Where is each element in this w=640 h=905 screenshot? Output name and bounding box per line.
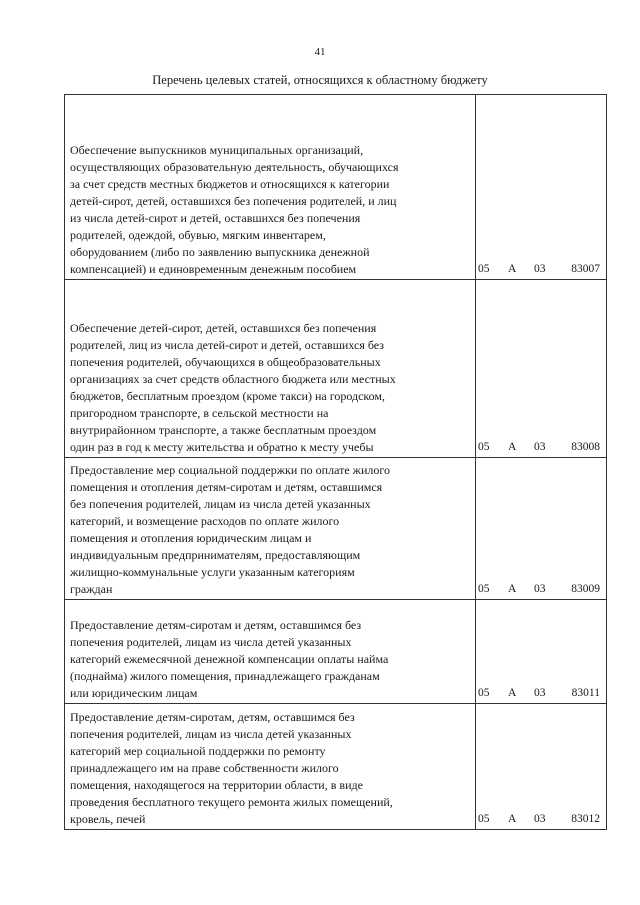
- code-subprogram: А: [508, 583, 517, 595]
- code-subprogram: А: [508, 441, 517, 453]
- table-row: [65, 458, 607, 600]
- description-line: категорий, и возмещение расходов по оплате жилого: [70, 514, 340, 528]
- description-line: помещения, находящегося на территории области, в виде: [70, 778, 363, 792]
- description-line: организациях за счет средств областного бюджета или местных: [70, 372, 396, 386]
- description-line: из числа детей-сирот и детей, оставшихся без попечения: [70, 211, 361, 225]
- description-line: категорий мер социальной поддержки по ремонту: [70, 744, 326, 758]
- description-line: категорий ежемесячной денежной компенсации оплаты найма: [70, 652, 389, 666]
- description-line: граждан: [70, 582, 113, 596]
- code-event: 03: [534, 687, 546, 699]
- description-line: бюджетов, бесплатным проездом (кроме такси) на городском,: [70, 389, 386, 403]
- description-line: Предоставление детям-сиротам, детям, оставшимся без: [70, 710, 355, 724]
- code-subprogram: А: [508, 687, 517, 699]
- page-number: 41: [314, 46, 326, 58]
- description-line: помещения и отопления детям-сиротам и детям, оставшимся: [70, 480, 383, 494]
- description-line: попечения родителей, лицам из числа детей указанных: [70, 635, 352, 649]
- code-direction: 83009: [571, 583, 600, 595]
- row-code: [476, 280, 607, 458]
- row-code: [476, 458, 607, 600]
- row-description: [65, 95, 476, 280]
- description-line: помещения и отопления юридическим лицам и: [70, 531, 312, 545]
- code-direction: 83012: [571, 813, 600, 825]
- description-line: индивидуальным предпринимателям, предоставляющим: [70, 548, 361, 562]
- code-direction: 83007: [571, 263, 600, 275]
- description-line: попечения родителей, лицам из числа детей указанных: [70, 727, 352, 741]
- code-subprogram: А: [508, 263, 517, 275]
- description-line: родителей, одеждой, обувью, мягким инвентарем,: [70, 228, 326, 242]
- row-description: [65, 704, 476, 830]
- code-direction: 83011: [571, 687, 600, 699]
- description-line: Обеспечение выпускников муниципальных организаций,: [70, 143, 364, 157]
- code-event: 03: [534, 583, 546, 595]
- row-code: [476, 704, 607, 830]
- table-row: [65, 600, 607, 704]
- description-line: без попечения родителей, лицам из числа детей указанных: [70, 497, 371, 511]
- code-program: 05: [478, 813, 490, 825]
- row-code: [476, 95, 607, 280]
- description-line: проведения бесплатного текущего ремонта жилых помещений,: [70, 795, 393, 809]
- code-event: 03: [534, 813, 546, 825]
- description-line: оборудованием (либо по заявлению выпускника денежной: [70, 245, 370, 259]
- description-line: родителей, лиц из числа детей-сирот и детей, оставшихся без: [70, 338, 385, 352]
- row-description: [65, 280, 476, 458]
- code-subprogram: А: [508, 813, 517, 825]
- description-line: внутрирайонном транспорте, а также бесплатным проездом: [70, 423, 377, 437]
- table-row: [65, 704, 607, 830]
- row-description: [65, 458, 476, 600]
- description-line: жилищно-коммунальные услуги указанным категориям: [70, 565, 355, 579]
- table-row: [65, 95, 607, 280]
- description-line: Обеспечение детей-сирот, детей, оставшихся без попечения: [70, 321, 377, 335]
- table-row: [65, 280, 607, 458]
- code-direction: 83008: [571, 441, 600, 453]
- description-line: осуществляющих образовательную деятельность, обучающихся: [70, 160, 399, 174]
- code-program: 05: [478, 441, 490, 453]
- description-line: попечения родителей, обучающихся в общеобразовательных: [70, 355, 381, 369]
- code-event: 03: [534, 263, 546, 275]
- description-line: один раз в год к месту жительства и обратно к месту учебы: [70, 440, 374, 454]
- page-title: Перечень целевых статей, относящихся к областному бюджету: [152, 73, 488, 87]
- description-line: или юридическим лицам: [70, 686, 198, 700]
- row-code: [476, 600, 607, 704]
- description-line: за счет средств местных бюджетов и относящихся к категории: [70, 177, 390, 191]
- row-description: [65, 600, 476, 704]
- code-program: 05: [478, 263, 490, 275]
- description-line: принадлежащего им на праве собственности жилого: [70, 761, 339, 775]
- code-program: 05: [478, 687, 490, 699]
- description-line: Предоставление мер социальной поддержки по оплате жилого: [70, 463, 390, 477]
- code-program: 05: [478, 583, 490, 595]
- description-line: Предоставление детям-сиротам и детям, оставшимся без: [70, 618, 362, 632]
- description-line: компенсацией) и единовременным денежным пособием: [70, 262, 357, 276]
- target-articles-table: [64, 94, 600, 830]
- description-line: пригородном транспорте, в сельской местности на: [70, 406, 329, 420]
- code-event: 03: [534, 441, 546, 453]
- description-line: (поднайма) жилого помещения, принадлежащего гражданам: [70, 669, 380, 683]
- description-line: детей-сирот, детей, оставшихся без попечения родителей, и лиц: [70, 194, 397, 208]
- description-line: кровель, печей: [70, 812, 146, 826]
